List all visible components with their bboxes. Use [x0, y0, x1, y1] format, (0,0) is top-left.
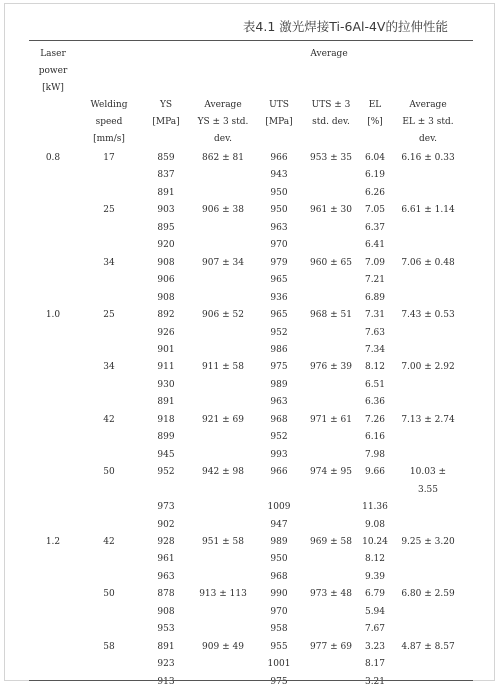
- header-average-ys-line: YS ± 3 std.: [197, 117, 249, 127]
- cell-el: 7.21: [364, 275, 386, 286]
- cell-el: 6.19: [364, 170, 386, 181]
- cell-avg-el: 7.00 ± 2.92: [401, 362, 455, 373]
- cell-el: 6.26: [364, 187, 386, 198]
- table-top-rule: [29, 40, 473, 41]
- header-uts-line: UTS: [269, 100, 289, 110]
- cell-el: 7.63: [364, 327, 386, 338]
- header-el: [360, 97, 390, 131]
- cell-uts: 968: [270, 414, 288, 425]
- cell-el: 3.23: [364, 641, 386, 652]
- cell-uts-avg: 960 ± 65: [310, 257, 352, 268]
- cell-el: 7.05: [364, 205, 386, 216]
- cell-ys: 945: [157, 449, 175, 460]
- header-average-el-line: Average: [409, 100, 447, 110]
- cell-uts: 970: [270, 240, 288, 251]
- cell-uts-avg: 971 ± 61: [310, 414, 352, 425]
- cell-uts: 990: [270, 589, 288, 600]
- cell-ys: 908: [157, 292, 175, 303]
- cell-uts: 1009: [267, 502, 291, 512]
- cell-el: 6.41: [364, 240, 386, 251]
- cell-el: 3.21: [364, 676, 386, 687]
- cell-uts-avg: 974 ± 95: [310, 467, 352, 478]
- cell-avg-ys: 911 ± 58: [202, 362, 244, 373]
- cell-avg-el: 6.61 ± 1.14: [401, 205, 455, 216]
- cell-avg-ys: 862 ± 81: [202, 153, 244, 163]
- cell-ys: 918: [157, 414, 175, 425]
- cell-el: 6.16: [364, 432, 386, 443]
- cell-power: 0.8: [45, 153, 61, 163]
- cell-ys: 920: [157, 240, 175, 251]
- header-welding-speed-line: Welding: [90, 100, 128, 110]
- cell-avg-el: 10.03 ±: [409, 467, 447, 478]
- header-average-ys: [192, 97, 254, 148]
- cell-el: 9.66: [364, 467, 386, 478]
- cell-uts: 993: [270, 449, 288, 460]
- header-average-ys-line: dev.: [214, 134, 232, 144]
- cell-uts-avg: 977 ± 69: [310, 641, 352, 652]
- header-average: Average: [310, 49, 348, 59]
- cell-ys: 923: [157, 659, 175, 669]
- cell-el: 7.67: [364, 624, 386, 635]
- cell-uts: 950: [270, 187, 288, 198]
- header-uts: [260, 97, 298, 131]
- cell-ys: 963: [157, 571, 175, 582]
- cell-uts-avg: 953 ± 35: [310, 153, 352, 163]
- table-bottom-rule: [29, 680, 473, 681]
- cell-ys: 926: [157, 327, 175, 338]
- cell-uts: 970: [270, 606, 288, 617]
- cell-speed: 25: [103, 310, 115, 320]
- header-average-el-line: EL ± 3 std.: [402, 117, 454, 127]
- cell-speed: 42: [103, 536, 115, 547]
- cell-avg-ys: 906 ± 52: [202, 310, 244, 320]
- cell-ys: 930: [157, 379, 175, 390]
- cell-uts: 950: [270, 554, 288, 565]
- cell-power: 1.2: [45, 536, 61, 547]
- cell-el: 8.17: [364, 659, 386, 669]
- cell-ys: 908: [157, 257, 175, 268]
- cell-uts: 1001: [267, 659, 291, 669]
- cell-avg-el: 6.80 ± 2.59: [401, 589, 455, 600]
- header-laser-power-line: power: [38, 66, 68, 76]
- cell-avg-el: 9.25 ± 3.20: [401, 536, 455, 547]
- cell-ys: 908: [157, 606, 175, 617]
- cell-uts: 963: [270, 397, 288, 408]
- cell-uts: 979: [270, 257, 288, 268]
- header-laser-power-line: Laser: [40, 49, 66, 59]
- cell-el: 9.08: [364, 519, 386, 530]
- cell-el: 9.39: [364, 571, 386, 582]
- cell-uts-avg: 976 ± 39: [310, 362, 352, 373]
- cell-ys: 973: [157, 502, 175, 512]
- cell-ys: 859: [157, 153, 175, 163]
- cell-el: 7.26: [364, 414, 386, 425]
- cell-uts: 966: [270, 467, 288, 478]
- header-ys-line: [MPa]: [152, 117, 180, 127]
- header-laser-power-line: [kW]: [42, 83, 64, 93]
- cell-ys: 953: [157, 624, 175, 635]
- cell-ys: 891: [157, 397, 175, 408]
- cell-el: 6.04: [364, 153, 386, 163]
- cell-avg-ys: 942 ± 98: [202, 467, 244, 478]
- cell-ys: 928: [157, 536, 175, 547]
- header-welding-speed-line: speed: [95, 117, 123, 127]
- cell-el: 6.37: [364, 222, 386, 233]
- cell-uts: 965: [270, 275, 288, 286]
- cell-avg-el: 7.43 ± 0.53: [401, 310, 455, 320]
- cell-avg-ys: 921 ± 69: [202, 414, 244, 425]
- cell-ys: 902: [157, 519, 175, 530]
- cell-uts: 952: [270, 327, 288, 338]
- cell-speed: 34: [103, 257, 115, 268]
- cell-ys: 895: [157, 222, 175, 233]
- cell-uts: 950: [270, 205, 288, 216]
- cell-el: 6.36: [364, 397, 386, 408]
- cell-uts: 989: [270, 379, 288, 390]
- cell-ys: 837: [157, 170, 175, 181]
- cell-el: 5.94: [364, 606, 386, 617]
- cell-uts-avg: 968 ± 51: [310, 310, 352, 320]
- cell-el: 10.24: [362, 536, 388, 547]
- cell-uts-avg: 961 ± 30: [310, 205, 352, 216]
- cell-ys: 891: [157, 187, 175, 198]
- cell-uts-avg: 969 ± 58: [310, 536, 352, 547]
- cell-avg-ys: 906 ± 38: [202, 205, 244, 216]
- header-uts-average: [302, 97, 360, 131]
- cell-uts-avg: 973 ± 48: [310, 589, 352, 600]
- cell-uts: 989: [270, 536, 288, 547]
- cell-uts: 943: [270, 170, 288, 181]
- cell-uts: 955: [270, 641, 288, 652]
- cell-avg-el: 7.13 ± 2.74: [401, 414, 455, 425]
- cell-el: 7.31: [364, 310, 386, 320]
- header-average-el: [394, 97, 462, 148]
- cell-ys: 903: [157, 205, 175, 216]
- cell-avg-el: 4.87 ± 8.57: [401, 641, 455, 652]
- cell-ys: 913: [157, 676, 175, 687]
- cell-speed: 42: [103, 414, 115, 425]
- header-welding-speed: [80, 97, 138, 148]
- cell-power: 1.0: [45, 310, 61, 320]
- cell-el: 11.36: [362, 502, 388, 512]
- cell-avg-ys: 907 ± 34: [202, 257, 244, 268]
- cell-ys: 906: [157, 275, 175, 286]
- cell-avg-el: 3.55: [417, 484, 439, 495]
- cell-el: 6.79: [364, 589, 386, 600]
- cell-ys: 911: [157, 362, 175, 373]
- cell-el: 7.98: [364, 449, 386, 460]
- cell-ys: 961: [157, 554, 175, 565]
- cell-speed: 50: [103, 467, 115, 478]
- cell-uts: 936: [270, 292, 288, 303]
- cell-ys: 891: [157, 641, 175, 652]
- cell-speed: 58: [103, 641, 115, 652]
- cell-uts: 975: [270, 676, 288, 687]
- cell-avg-ys: 913 ± 113: [199, 589, 247, 600]
- cell-uts: 966: [270, 153, 288, 163]
- cell-uts: 952: [270, 432, 288, 443]
- header-average-el-line: dev.: [419, 134, 437, 144]
- cell-avg-el: 6.16 ± 0.33: [401, 153, 455, 163]
- cell-uts: 963: [270, 222, 288, 233]
- cell-speed: 17: [103, 153, 115, 163]
- header-el-line: [%]: [367, 117, 383, 127]
- header-average-ys-line: Average: [204, 100, 242, 110]
- header-el-line: EL: [368, 100, 382, 110]
- cell-uts: 965: [270, 310, 288, 320]
- cell-speed: 50: [103, 589, 115, 600]
- header-ys: [146, 97, 186, 131]
- cell-uts: 968: [270, 571, 288, 582]
- cell-ys: 952: [157, 467, 175, 478]
- header-laser-power: [34, 46, 72, 97]
- cell-avg-ys: 951 ± 58: [202, 536, 244, 547]
- table-caption: 表4.1 激光焊接Ti-6Al-4V的拉伸性能: [242, 19, 448, 34]
- header-uts-average-line: UTS ± 3: [311, 100, 351, 110]
- cell-avg-ys: 909 ± 49: [202, 641, 244, 652]
- cell-uts: 947: [270, 519, 288, 530]
- cell-ys: 892: [157, 310, 175, 320]
- cell-el: 8.12: [364, 362, 386, 373]
- cell-el: 7.09: [364, 257, 386, 268]
- cell-uts: 975: [270, 362, 288, 373]
- cell-speed: 34: [103, 362, 115, 373]
- cell-ys: 878: [157, 589, 175, 600]
- header-ys-line: YS: [159, 100, 173, 110]
- cell-el: 6.89: [364, 292, 386, 303]
- header-uts-average-line: std. dev.: [312, 117, 350, 127]
- header-welding-speed-line: [mm/s]: [93, 134, 125, 144]
- header-uts-line: [MPa]: [265, 117, 293, 127]
- cell-uts: 958: [270, 624, 288, 635]
- cell-uts: 986: [270, 344, 288, 355]
- cell-el: 8.12: [364, 554, 386, 565]
- cell-avg-el: 7.06 ± 0.48: [401, 257, 455, 268]
- cell-speed: 25: [103, 205, 115, 216]
- cell-ys: 901: [157, 344, 175, 355]
- cell-el: 7.34: [364, 344, 386, 355]
- cell-ys: 899: [157, 432, 175, 443]
- cell-el: 6.51: [364, 379, 386, 390]
